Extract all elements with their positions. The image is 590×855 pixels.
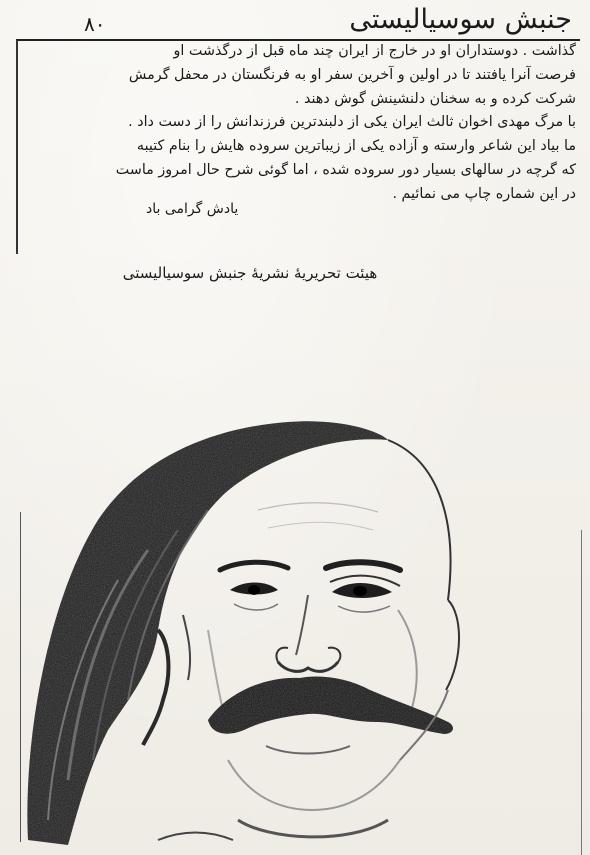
margin-rule — [16, 40, 18, 254]
portrait-photo-icon — [8, 400, 588, 855]
body-line: شرکت کرده و به سخنان دلنشینش گوش دهند . — [294, 90, 576, 107]
body-line: با مرگ مهدی اخوان ثالث ایران یکی از دلبندترین فرزندانش را از دست داد . — [128, 114, 576, 131]
body-line: گذاشت . دوستداران او در خارج از ایران چند ماه قبل از درگذشت او — [173, 43, 576, 59]
journal-title: جنبش سوسیالیستی — [349, 4, 572, 35]
body-line: فرصت آنرا یافتند تا در اولین و آخرین سفر او به فرنگستان در محفل گرمش — [128, 66, 576, 83]
body-line: ما بیاد این شاعر وارسته و آزاده یکی از زیباترین سروده هایش را بنام کتیبه — [136, 138, 576, 155]
page-number: ۸۰ — [84, 12, 106, 36]
body-line: که گرچه در سالهای بسیار دور سروده شده ، اما گوئی شرح حال امروز ماست — [115, 161, 576, 178]
article-body — [24, 40, 576, 207]
editorial-board-signature: هیئت تحریریهٔ نشریهٔ جنبش سوسیالیستی — [122, 264, 378, 282]
closing-text: یادش گرامی باد — [146, 201, 239, 217]
page-header — [16, 4, 580, 44]
body-line: در این شماره چاپ می نمائیم . — [392, 185, 576, 202]
portrait-photo — [8, 400, 588, 855]
